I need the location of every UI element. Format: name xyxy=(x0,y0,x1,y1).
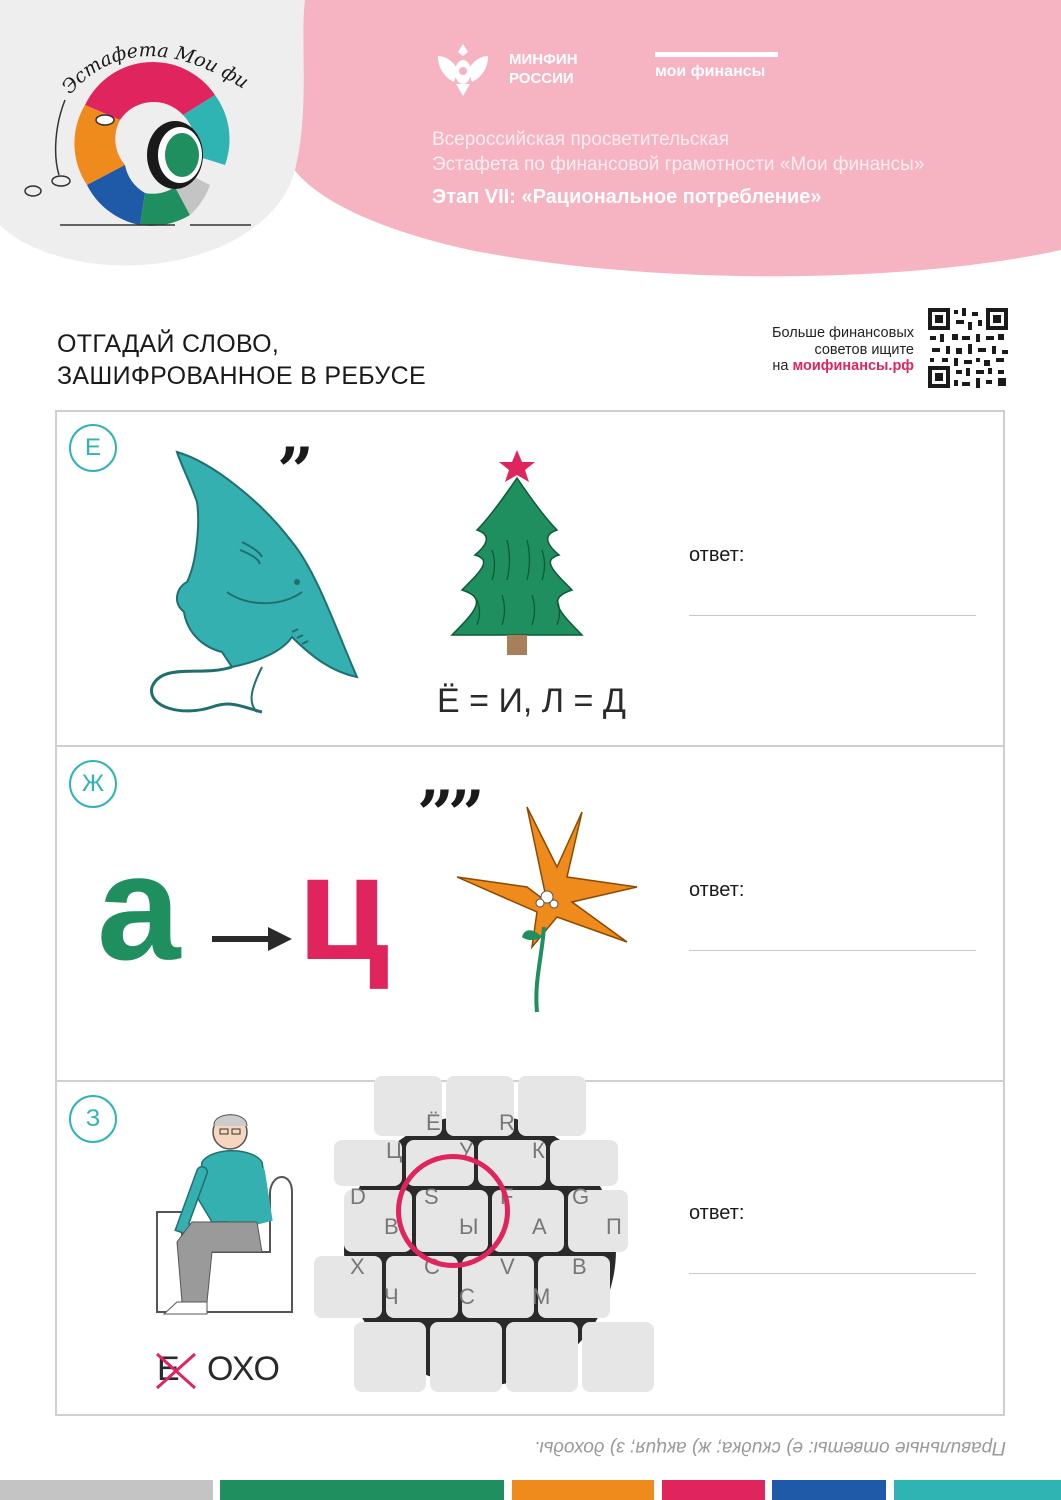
qr-text-line1: Больше финансовых xyxy=(772,325,914,341)
puzzle-panel-zh xyxy=(55,745,1005,1082)
puzzle-letter-zh: Ж xyxy=(69,760,117,808)
upside-down-answers: Правильные ответы: е) скидка; ж) акция; з) доходы. xyxy=(534,1437,1006,1458)
old-man-armchair-icon xyxy=(152,1102,302,1342)
answer-field-z[interactable] xyxy=(689,1273,976,1274)
quote-marks-e: ” xyxy=(277,434,314,509)
answer-label-zh: ответ: xyxy=(689,879,745,901)
key-y-ru: Ы xyxy=(459,1214,479,1239)
relay-logo xyxy=(15,15,285,245)
big-letter-ts: ц xyxy=(297,823,390,991)
subtitle-line1: Всероссийская просветительская xyxy=(432,129,730,150)
christmas-tree-icon xyxy=(447,450,587,670)
lily-flower-icon xyxy=(452,807,647,1017)
subtitle-line2: Эстафета по финансовой грамотности «Мои финансы» xyxy=(432,154,925,175)
arrow-right-icon xyxy=(212,927,292,951)
quote-marks-zh: ”” xyxy=(417,777,479,852)
key-v: V xyxy=(500,1254,515,1279)
key-s: S xyxy=(424,1184,439,1209)
page-title-line2: ЗАШИФРОВАННОЕ В РЕБУСЕ xyxy=(57,362,426,390)
qr-text-prefix: на xyxy=(772,358,789,374)
big-letter-a: а xyxy=(97,823,181,991)
struck-letter-text: Е xyxy=(157,1350,180,1388)
key-b: B xyxy=(572,1254,587,1279)
key-k: К xyxy=(532,1138,545,1163)
stage-title: Этап VII: «Рациональное потребление» xyxy=(432,186,822,208)
footer-bar-green xyxy=(220,1480,504,1500)
answer-field-e[interactable] xyxy=(689,615,976,616)
qr-text-line2: советов ищите xyxy=(814,342,914,358)
puzzle-panel-e xyxy=(55,410,1005,747)
footer-bar-orange xyxy=(512,1480,654,1500)
key-s-ru: С xyxy=(459,1284,475,1309)
puzzle-z-word: ОХО xyxy=(207,1350,280,1388)
struck-letter-e xyxy=(157,1350,197,1390)
minfin-line1: МИНФИН xyxy=(509,51,578,68)
key-v-ru: В xyxy=(384,1214,399,1239)
key-ts: Ц xyxy=(386,1138,403,1163)
answer-field-zh[interactable] xyxy=(689,950,976,951)
key-a-ru: А xyxy=(532,1214,547,1239)
footer-bar-blue xyxy=(772,1480,886,1500)
qr-code[interactable] xyxy=(928,308,1008,388)
moi-finansy-logo: мои финансы xyxy=(655,63,766,80)
answer-label-e: ответ: xyxy=(689,544,745,566)
puzzle-e-hint: Ё = И, Л = Д xyxy=(437,682,626,720)
eagle-emblem-icon xyxy=(432,38,494,100)
key-f: F xyxy=(500,1184,514,1209)
key-x: X xyxy=(350,1254,365,1279)
key-r: R xyxy=(499,1110,515,1135)
page-title-line1: ОТГАДАЙ СЛОВО, xyxy=(57,330,280,358)
key-d: D xyxy=(350,1184,366,1209)
footer-bar-magenta xyxy=(662,1480,765,1500)
key-u: У xyxy=(459,1138,473,1163)
site-link[interactable]: моифинансы.рф xyxy=(792,358,914,374)
stingray-icon xyxy=(142,434,362,722)
key-yo: Ё xyxy=(426,1110,441,1135)
answer-label-z: ответ: xyxy=(689,1202,745,1224)
logo-text: Эстафета Мои фи xyxy=(57,39,253,99)
key-ch: Ч xyxy=(384,1284,399,1309)
puzzle-letter-e: Е xyxy=(69,424,117,472)
puzzle-panel-z xyxy=(55,1080,1005,1416)
minfin-line2: РОССИИ xyxy=(509,70,574,87)
key-p-ru: П xyxy=(606,1214,622,1239)
key-m-ru: М xyxy=(532,1284,551,1309)
footer-bar-teal xyxy=(894,1480,1061,1500)
puzzle-letter-z: З xyxy=(69,1095,117,1143)
keyboard-magnifier xyxy=(344,1110,622,1386)
key-g: G xyxy=(572,1184,590,1209)
qr-text-line3 xyxy=(772,358,914,374)
highlight-circle xyxy=(396,1154,510,1268)
key-c: C xyxy=(424,1254,440,1279)
footer-bar-gray xyxy=(0,1480,213,1500)
moi-finansy-bar xyxy=(655,52,778,57)
